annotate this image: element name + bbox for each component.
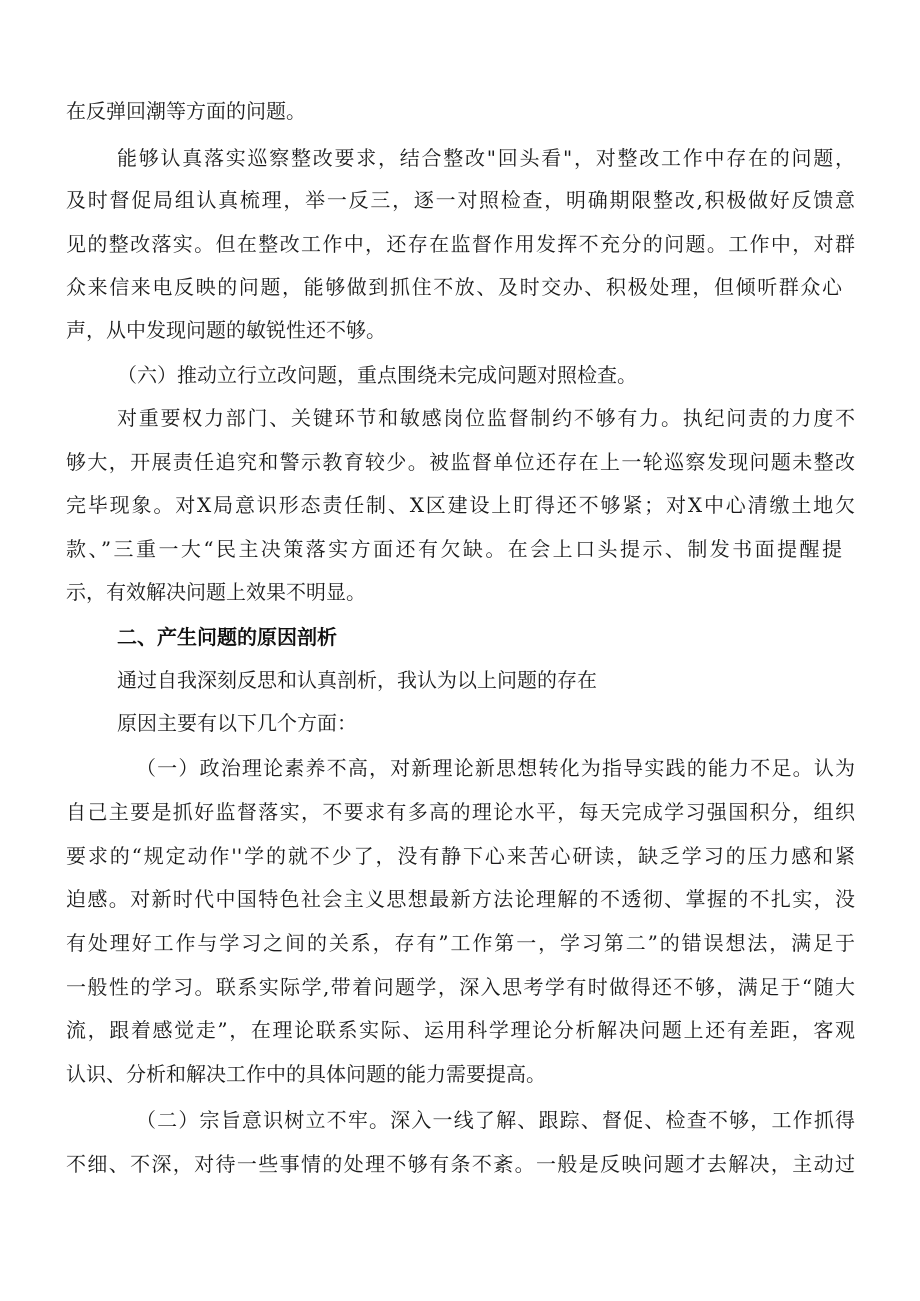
text-line: 示，有效解决问题上效果不明显。 — [66, 580, 366, 604]
text-line: 要求的“规定动作''学的就不少了，没有静下心来苦心研读，缺乏学习的压力感和紧 — [66, 844, 855, 868]
section-heading: 二、产生问题的原因剖析 — [117, 625, 337, 649]
text-line: 见的整改落实。但在整改工作中，还存在监督作用发挥不充分的问题。工作中，对群 — [66, 232, 855, 256]
paragraph-start-line: （二）宗旨意识树立不牢。深入一线了解、跟踪、督促、检查不够，工作抓得 — [136, 1108, 855, 1132]
text-line: 在反弹回潮等方面的问题。 — [66, 99, 306, 123]
text-line: 认识、分析和解决工作中的具体问题的能力需要提高。 — [66, 1062, 546, 1086]
text-line: 不细、不深，对待一些事情的处理不够有条不紊。一般是反映问题才去解决，主动过 — [66, 1152, 855, 1176]
section-subheading: （六）推动立行立改问题，重点围绕未完成问题对照检查。 — [117, 363, 637, 387]
text-line: 迫感。对新时代中国特色社会主义思想最新方法论理解的不透彻、掌握的不扎实，没 — [66, 887, 855, 911]
text-line: 通过自我深刻反思和认真剖析，我认为以上问题的存在 — [117, 668, 597, 692]
text-line: 众来信来电反映的问题，能够做到抓住不放、及时交办、积极处理，但倾听群众心 — [66, 275, 842, 299]
text-line: 流，跟着感觉走”，在理论联系实际、运用科学理论分析解决问题上还有差距，客观 — [66, 1018, 855, 1042]
paragraph-start-line: 对重要权力部门、关键环节和敏感岗位监督制约不够有力。执纪问责的力度不 — [117, 406, 855, 430]
text-line: 声，从中发现问题的敏锐性还不够。 — [66, 318, 386, 342]
text-line: 一般性的学习。联系实际学,带着问题学，深入思考学有时做得还不够，满足于“随大 — [66, 975, 855, 999]
text-line: 够大，开展责任追究和警示教育较少。被监督单位还存在上一轮巡察发现问题未整改 — [66, 450, 855, 474]
text-line: 原因主要有以下几个方面： — [117, 711, 357, 735]
paragraph-start-line: （一）政治理论素养不高，对新理论新思想转化为指导实践的能力不足。认为 — [136, 756, 855, 780]
paragraph-start-line: 能够认真落实巡察整改要求，结合整改"回头看"，对整改工作中存在的问题， — [117, 146, 855, 170]
text-line: 自己主要是抓好监督落实，不要求有多高的理论水平，每天完成学习强国积分，组织 — [66, 800, 855, 824]
text-line: 及时督促局组认真梳理，举一反三，逐一对照检查，明确期限整改,积极做好反馈意 — [66, 188, 855, 212]
text-line: 有处理好工作与学习之间的关系，存有”工作第一，学习第二”的错误想法，满足于 — [66, 931, 855, 955]
text-line: 完毕现象。对X局意识形态责任制、X区建设上盯得还不够紧；对X中心清缴土地欠 — [66, 493, 855, 517]
text-line: 款、”三重一大“民主决策落实方面还有欠缺。在会上口头提示、制发书面提醒提 — [66, 537, 842, 561]
